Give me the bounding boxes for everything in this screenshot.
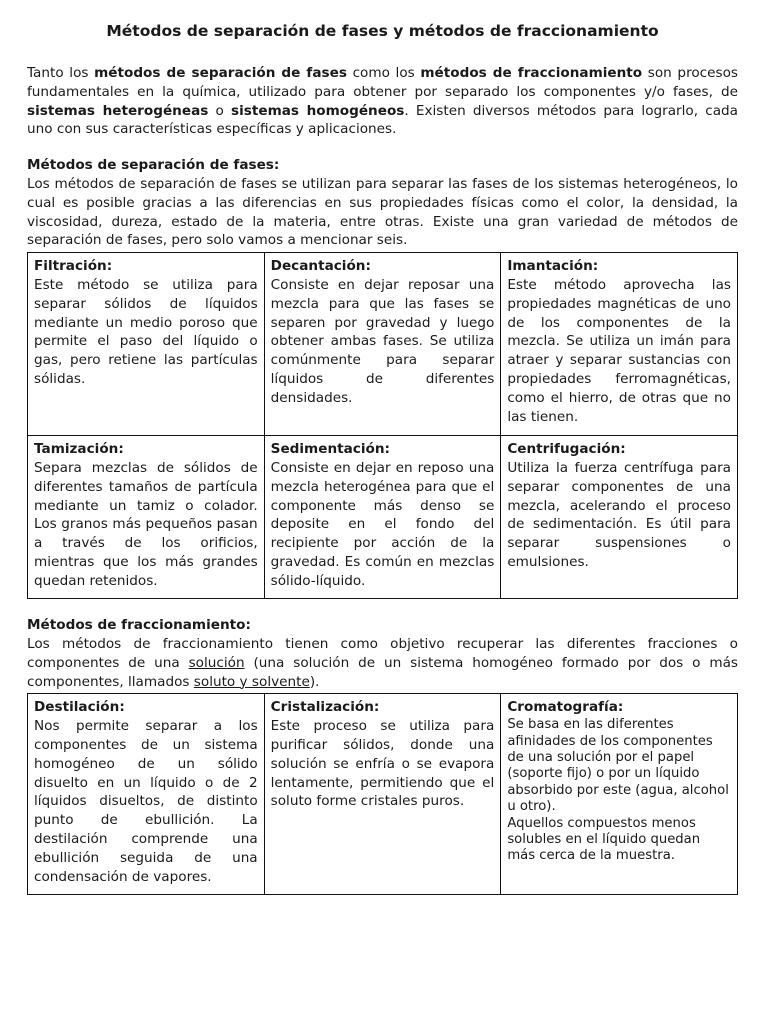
intro-bold-term: sistemas heterogéneas (27, 102, 209, 119)
intro-text: . Existen diversos métodos para lograrlo, cada uno con sus características específicas y aplicaciones. (27, 102, 738, 138)
intro-text: o (208, 102, 232, 119)
intro-bold-term: métodos de separación de fases (94, 65, 347, 81)
cell-text: Utiliza la fuerza centrífuga para separar componentes de una mezcla, acelerando el proceso de sedimentación. Es útil para separar suspensiones o emulsiones. (507, 459, 731, 570)
fraccionamiento-table (27, 693, 738, 895)
cell-decantacion (264, 253, 501, 436)
intro-text: como los (346, 65, 421, 81)
cell-text: Nos permite separar a los componentes de un sistema homogéneo de un sólido disuelto en un líquido o de 2 líquidos disueltos, de distinto punto de ebullición. La destilación comprende una ebullición seguida de una condensación de vapores. (34, 718, 258, 885)
cell-imantacion (501, 253, 738, 436)
cell-title: Filtración: (34, 258, 113, 275)
cell-text: Este proceso se utiliza para purificar sólidos, donde una solución se enfría o se evapora lentamente, permitiendo que el soluto forme cristales puros. (270, 718, 495, 810)
fases-table (27, 252, 738, 599)
fases-heading: Métodos de separación de fases: (27, 157, 280, 174)
cell-title: Cromatografía: (507, 699, 624, 716)
intro-text: son procesos fundamentales en la química, utilizado para obtener por separado los componentes y/o fases, de (27, 65, 738, 100)
intro-bold-term: métodos de fraccionamiento (420, 65, 643, 81)
cell-text: Consiste en dejar en reposo una mezcla heterogénea para que el componente más denso se deposite en el fondo del recipiente por acción de la gravedad. Es común en mezclas sólido-líquido. (270, 459, 495, 589)
table-row (28, 436, 738, 599)
cell-text: Consiste en dejar reposar una mezcla para que las fases se separen por gravedad y luego obtener ambas fases. Se utiliza comúnmente para separar líquidos de diferentes densidades. (270, 276, 495, 406)
cell-text: Este método se utiliza para separar sólidos de líquidos mediante un medio poroso que permite el paso del líquido o gas, pero retiene las partículas sólidas. (34, 276, 258, 387)
cell-text: Este método aprovecha las propiedades magnéticas de uno de los componentes de la mezcla. Se utiliza un imán para atraer y separar sustancias con propiedades ferromagnéticas, como el hierro, de otras que no las tienen. (507, 276, 731, 425)
table-row (28, 694, 738, 895)
cell-title: Destilación: (34, 699, 125, 716)
document-page (27, 20, 738, 895)
soluto-solvente-link[interactable]: soluto y solvente (193, 673, 310, 690)
cell-text: Se basa en las diferentes afinidades de los componentes de una solución por el papel (soporte fijo) o por un líquido absorbido por este (agua, alcohol u otro). (507, 717, 729, 815)
description-text: Los métodos de fraccionamiento tienen como objetivo recuperar las diferentes fracciones o componentes de una (27, 635, 738, 671)
intro-bold-term: sistemas homogéneos (231, 102, 405, 119)
solucion-link[interactable]: solución (188, 654, 245, 671)
cell-filtracion (28, 253, 265, 436)
description-text: ). (309, 673, 320, 690)
cell-destilacion (28, 694, 265, 895)
cell-text: Separa mezclas de sólidos de diferentes tamaños de partícula mediante un tamiz o colador. Los granos más pequeños pasan a través de los orificios, mientras que los más grandes quedan retenidos. (34, 459, 258, 589)
cell-title: Tamización: (34, 441, 124, 458)
cell-sedimentacion (264, 436, 501, 599)
cell-text: Aquellos compuestos menos solubles en el líquido quedan más cerca de la muestra. (507, 815, 701, 864)
intro-paragraph (27, 64, 738, 139)
cell-tamizacion (28, 436, 265, 599)
document-title: Métodos de separación de fases y métodos de fraccionamiento (106, 22, 659, 40)
fraccionamiento-description (27, 635, 738, 691)
fases-description: Los métodos de separación de fases se utilizan para separar las fases de los sistemas heterogéneos, lo cual es posible gracias a las diferencias en sus propiedades físicas como el color, la densidad, la viscosidad, dureza, estado de la materia, entre otras. Existe una gran variedad de métodos de separación de fases, pero solo vamos a mencionar seis. (27, 175, 738, 249)
fraccionamiento-heading: Métodos de fraccionamiento: (27, 617, 251, 634)
cell-title: Imantación: (507, 258, 599, 275)
cell-centrifugacion (501, 436, 738, 599)
table-row (28, 253, 738, 436)
cell-cristalizacion (264, 694, 501, 895)
cell-cromatografia (501, 694, 738, 895)
cell-title: Cristalización: (270, 699, 380, 716)
cell-title: Decantación: (270, 258, 371, 275)
intro-text: Tanto los (27, 65, 95, 81)
cell-title: Sedimentación: (270, 441, 390, 458)
cell-title: Centrifugación: (507, 441, 626, 458)
description-text: (una solución de un sistema homogéneo formado por dos o más componentes, llamados (27, 654, 738, 690)
